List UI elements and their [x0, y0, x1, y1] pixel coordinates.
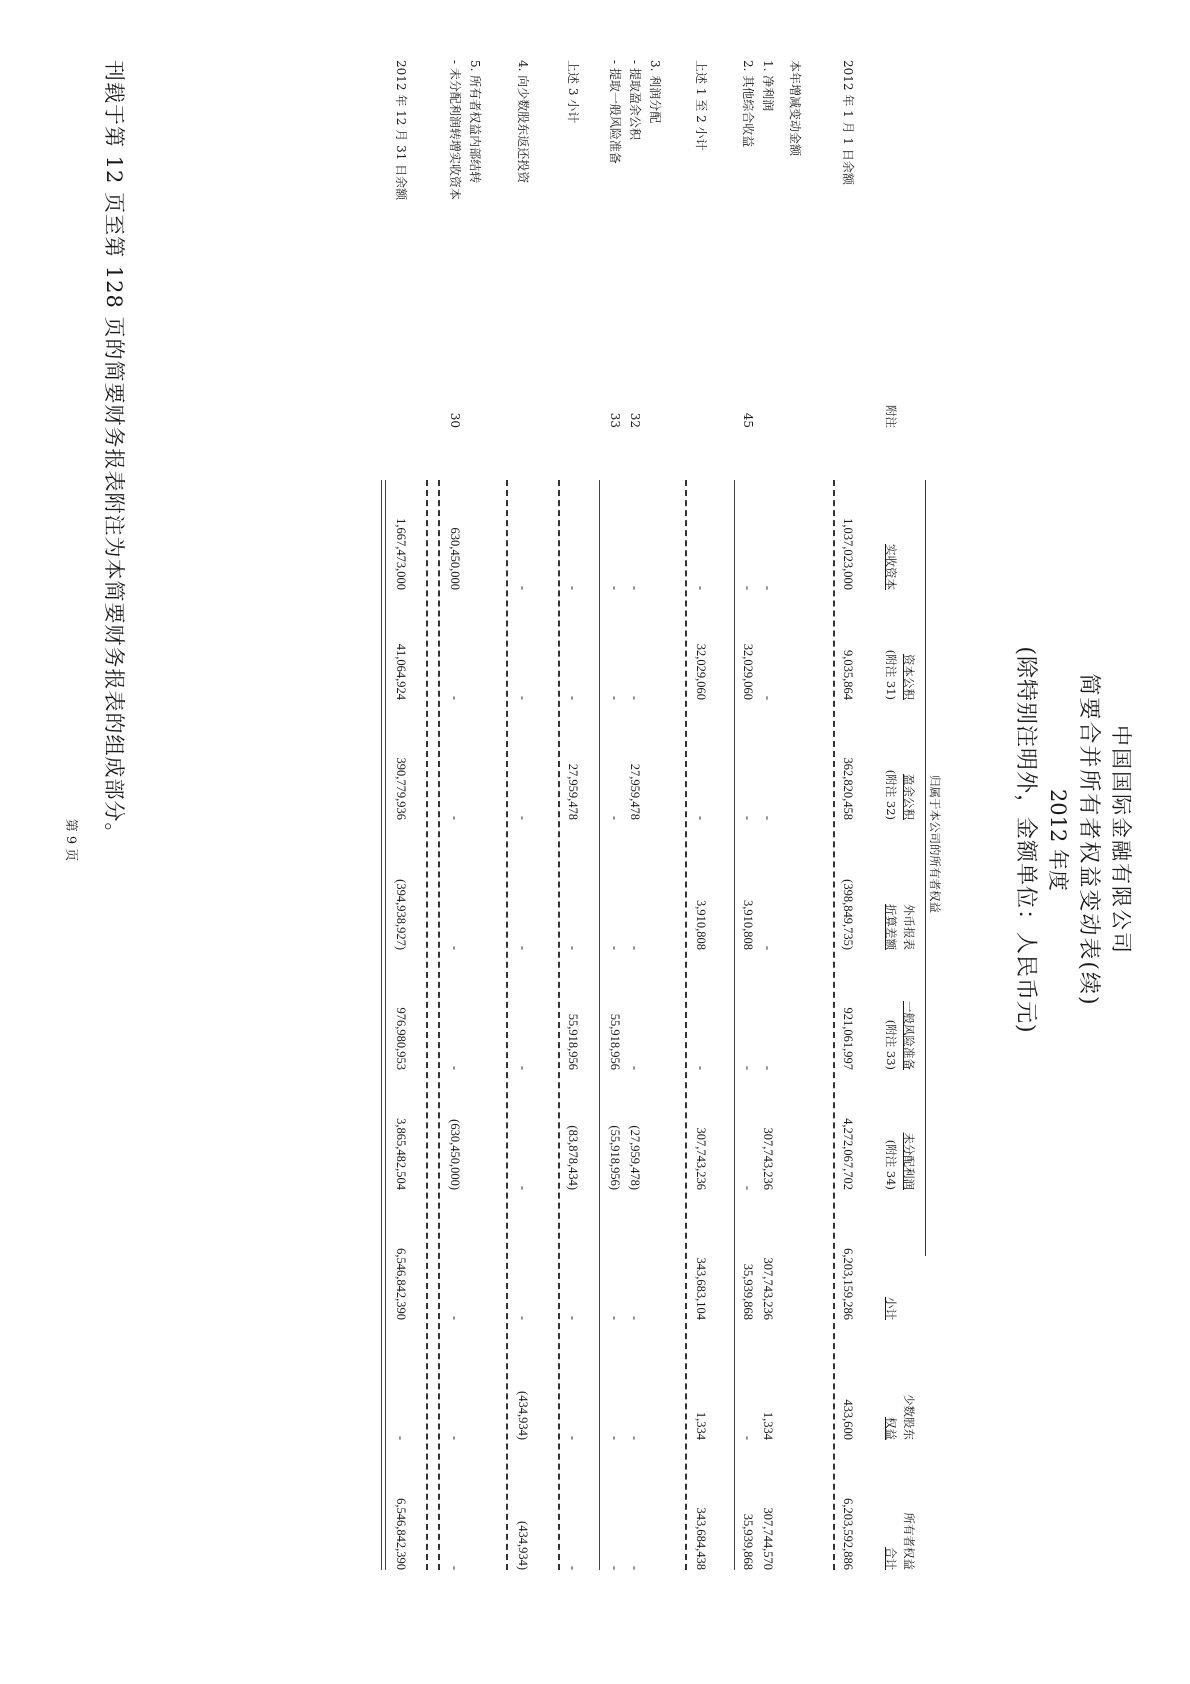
surplus-note-ref: 32	[628, 412, 642, 428]
row-changes-title: 本年增减变动金额	[788, 60, 802, 157]
statement-year: 2012 年度	[1046, 788, 1070, 892]
oci-c5: -	[741, 1065, 755, 1070]
col-minority-header-1: 少数股东	[902, 1394, 916, 1440]
capitalize-c7: -	[448, 1315, 462, 1320]
oci-c1: -	[741, 585, 755, 590]
oci-note-ref: 45	[741, 412, 755, 428]
surplus-c7: -	[628, 1315, 642, 1320]
surplus-c4: -	[628, 945, 642, 950]
capitalize-c4: -	[448, 945, 462, 950]
row-subtotal-12-label: 上述 1 至 2 小计	[694, 60, 708, 151]
subtotal-3-c1: -	[566, 585, 580, 590]
subtotal-12-c1: -	[694, 585, 708, 590]
subtotal-3-c3: 27,959,478	[566, 763, 580, 820]
closing-c1: 1,667,473,000	[394, 518, 408, 590]
capitalize-note-ref: 30	[448, 412, 462, 428]
general-risk-c3: -	[608, 815, 622, 820]
col-retained-earnings-note: (附注 34)	[884, 1139, 898, 1190]
col-capital-reserve-note: (附注 31)	[884, 649, 898, 700]
closing-c8: -	[394, 1435, 408, 1440]
minority-bottom-rule	[506, 480, 508, 1570]
general-risk-c6: (55,918,956)	[608, 1125, 622, 1190]
opening-c1: 1,037,023,000	[841, 518, 855, 590]
closing-c7: 6,546,842,390	[394, 1248, 408, 1320]
col-subtotal-header: 小计	[884, 1297, 898, 1320]
subtotal-3-c6: (83,878,434)	[566, 1125, 580, 1190]
col-general-risk-header: 一般风险准备	[902, 1001, 916, 1070]
surplus-c8: -	[628, 1435, 642, 1440]
row-general-risk-label: - 提取一般风险准备	[608, 60, 622, 164]
minority-c7: -	[516, 1315, 530, 1320]
row-net-profit-label: 1. 净利润	[761, 60, 775, 112]
closing-c5: 976,980,953	[394, 1007, 408, 1070]
row-distribution-title: 3. 利润分配	[648, 60, 662, 124]
subtotal-12-c2: 32,029,060	[694, 643, 708, 700]
capitalize-c1: 630,450,000	[448, 527, 462, 590]
capitalize-bottom-rule	[438, 480, 440, 1570]
subtotal-12-c7: 343,683,104	[694, 1257, 708, 1320]
oci-c6: -	[741, 1185, 755, 1190]
row-subtotal-3-label: 上述 3 小计	[566, 60, 580, 124]
subtotal-3-c9: -	[566, 1565, 580, 1570]
opening-dashed-rule	[833, 480, 835, 1570]
surplus-c9: -	[628, 1565, 642, 1570]
opening-c7: 6,203,159,286	[841, 1248, 855, 1320]
opening-c2: 9,035,864	[841, 650, 855, 700]
subtotal-3-c4: -	[566, 945, 580, 950]
net-profit-c7: 307,743,236	[761, 1257, 775, 1320]
subtotal-3-c5: 55,918,956	[566, 1013, 580, 1070]
col-minority-header-2: 权益	[884, 1417, 898, 1440]
row-minority-label: 4. 向少数股东返还投资	[516, 60, 530, 184]
minority-c6: -	[516, 1185, 530, 1190]
minority-c2: -	[516, 695, 530, 700]
rotated-statement-sheet	[40, 60, 1140, 1620]
col-surplus-reserve-header: 盈余公积	[902, 774, 916, 820]
net-profit-c5: -	[761, 1065, 775, 1070]
surplus-c1: -	[628, 585, 642, 590]
net-profit-c4: -	[761, 945, 775, 950]
general-risk-c7: -	[608, 1315, 622, 1320]
oci-c9: 35,939,868	[741, 1513, 755, 1570]
general-risk-note-ref: 33	[608, 412, 622, 428]
general-risk-c8: -	[608, 1435, 622, 1440]
opening-c9: 6,203,592,886	[841, 1498, 855, 1570]
closing-c2: 41,064,924	[394, 643, 408, 700]
surplus-c3: 27,959,478	[628, 763, 642, 820]
subtotal-3-c8: -	[566, 1435, 580, 1440]
col-retained-earnings-header: 未分配利润	[902, 1132, 916, 1190]
col-total-equity-header-1: 所有者权益	[902, 1512, 916, 1570]
general-risk-c4: -	[608, 945, 622, 950]
row-surplus-label: - 提取盈余公积	[628, 60, 642, 140]
capitalize-c6: (630,450,000)	[448, 1119, 462, 1190]
row-opening-label: 2012 年 1 月 1 日余额	[841, 60, 855, 185]
subtotal-3-c7: -	[566, 1315, 580, 1320]
subtotal-12-c5: -	[694, 1065, 708, 1070]
row-closing-label: 2012 年 12 月 31 日余额	[394, 60, 408, 201]
group-header-rule	[925, 480, 926, 1256]
surplus-c2: -	[628, 695, 642, 700]
net-profit-c6: 307,743,236	[761, 1127, 775, 1190]
oci-c2: 32,029,060	[741, 643, 755, 700]
oci-c8: -	[741, 1435, 755, 1440]
col-paid-in-capital-header: 实收资本	[884, 544, 898, 590]
subtotal-12-c9: 343,684,438	[694, 1507, 708, 1570]
capitalize-c3: -	[448, 815, 462, 820]
col-total-equity-header-2: 合计	[884, 1547, 898, 1570]
capitalize-c8: -	[448, 1435, 462, 1440]
subtotal-3-bottom-rule	[558, 480, 560, 1570]
general-risk-c9: -	[608, 1565, 622, 1570]
subtotal-12-c6: 307,743,236	[694, 1127, 708, 1190]
general-risk-c5: 55,918,956	[608, 1013, 622, 1070]
general-risk-c1: -	[608, 585, 622, 590]
col-capital-reserve-header: 资本公积	[902, 654, 916, 700]
row-capitalize-label: - 未分配利润转增实收资本	[448, 60, 462, 200]
oci-c4: 3,910,808	[741, 900, 755, 950]
opening-c6: 4,272,067,702	[841, 1118, 855, 1190]
page-number: 第 9 页	[63, 818, 78, 862]
subtotal-12-c8: 1,334	[694, 1411, 708, 1440]
opening-c8: 433,600	[841, 1399, 855, 1440]
oci-c3: -	[741, 815, 755, 820]
unit-note: (除特别注明外，金额单位：人民币元)	[1013, 646, 1038, 1034]
opening-c3: 362,820,458	[841, 757, 855, 820]
closing-top-rule	[426, 480, 428, 1570]
minority-c9: (434,934)	[516, 1521, 530, 1570]
minority-c5: -	[516, 1065, 530, 1070]
subtotal-3-top-rule	[599, 480, 600, 1570]
subtotal-12-c4: 3,910,808	[694, 900, 708, 950]
col-note-header: 附注	[884, 405, 898, 428]
net-profit-c3: -	[761, 815, 775, 820]
minority-c8: (434,934)	[516, 1391, 530, 1440]
company-name: 中国国际金融有限公司	[1109, 725, 1133, 955]
minority-c3: -	[516, 815, 530, 820]
col-surplus-reserve-note: (附注 32)	[884, 769, 898, 820]
minority-c1: -	[516, 585, 530, 590]
surplus-c5: -	[628, 1065, 642, 1070]
opening-c4: (398,849,735)	[841, 879, 855, 950]
subtotal-12-bottom-rule	[685, 480, 687, 1570]
statement-title: 简要合并所有者权益变动表(续)	[1076, 673, 1101, 1007]
surplus-c6: (27,959,478)	[628, 1125, 642, 1190]
opening-c5: 921,061,997	[841, 1007, 855, 1070]
footer-note: 刊载于第 12 页至第 128 页的简要财务报表附注为本简要财务报表的组成部分。	[102, 60, 126, 845]
closing-c6: 3,865,482,504	[394, 1118, 408, 1190]
col-fx-translation-header-1: 外币报表	[902, 904, 916, 950]
subtotal-3-c2: -	[566, 695, 580, 700]
closing-c9: 6,546,842,390	[394, 1498, 408, 1570]
capitalize-c9: -	[448, 1565, 462, 1570]
oci-c7: 35,939,868	[741, 1263, 755, 1320]
group-header: 归属于本公司的所有者权益	[928, 775, 942, 913]
general-risk-c2: -	[608, 695, 622, 700]
subtotal-12-c3: -	[694, 815, 708, 820]
col-fx-translation-header-2: 折算差额	[884, 904, 898, 950]
row-internal-title: 5. 所有者权益内部结转	[468, 60, 482, 184]
subtotal-12-top-rule	[734, 480, 735, 1570]
capitalize-c2: -	[448, 695, 462, 700]
capitalize-c5: -	[448, 1065, 462, 1070]
closing-c3: 390,779,936	[394, 757, 408, 820]
net-profit-c1: -	[761, 585, 775, 590]
closing-c4: (394,938,927)	[394, 879, 408, 950]
row-oci-label: 2. 其他综合收益	[741, 60, 755, 148]
col-general-risk-note: (附注 33)	[884, 1019, 898, 1070]
closing-double-rule	[381, 480, 386, 1570]
net-profit-c2: -	[761, 695, 775, 700]
net-profit-c8: 1,334	[761, 1411, 775, 1440]
minority-c4: -	[516, 945, 530, 950]
net-profit-c9: 307,744,570	[761, 1507, 775, 1570]
